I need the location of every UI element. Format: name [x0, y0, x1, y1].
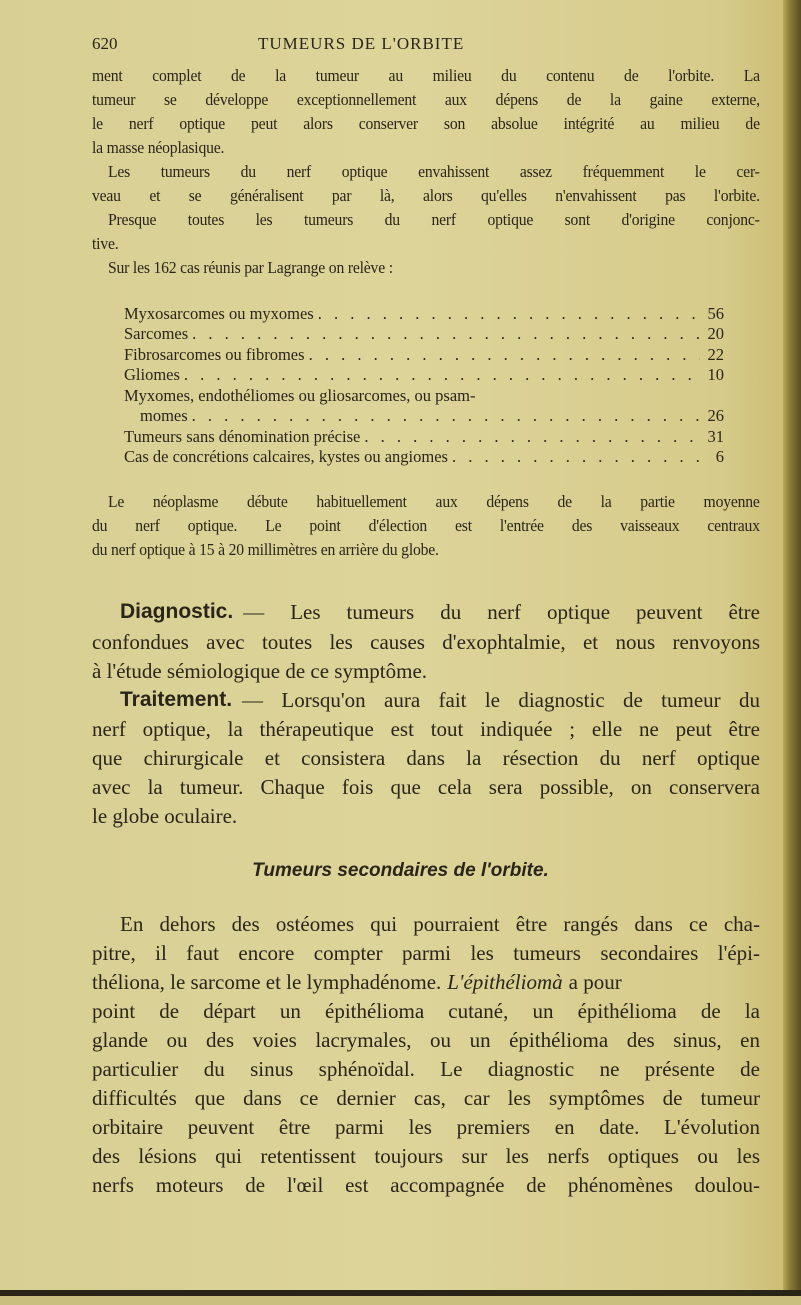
text-line: En dehors des ostéomes qui pourraient être rangés dans ce cha-: [120, 912, 760, 936]
diagnostic-heading: Diagnostic.: [120, 600, 234, 623]
table-row: [124, 365, 724, 385]
row-label: Fibrosarcomes ou fibromes: [124, 345, 305, 364]
table-row: [124, 345, 724, 365]
text-line: avec la tumeur. Chaque fois que cela sera possible, on conservera: [92, 775, 760, 799]
book-binding-edge: [783, 0, 801, 1305]
text-span: théliona, le sarcome et le lymphadénome.: [92, 970, 442, 994]
row-value: 31: [707, 427, 724, 446]
text-line: particulier du sinus sphénoïdal. Le diagnostic ne présente de: [92, 1057, 760, 1081]
traitement-line: [120, 688, 760, 713]
row-value: 26: [707, 406, 724, 425]
row-label: Myxomes, endothéliomes ou gliosarcomes, ou psam-: [124, 386, 476, 405]
table-row: [124, 427, 724, 447]
page-number: 620: [92, 34, 118, 53]
row-value: 22: [707, 345, 724, 364]
text-line: le nerf optique peut alors conserver son absolue intégrité au milieu de: [92, 114, 760, 133]
text-line: que chirurgicale et consistera dans la résection du nerf optique: [92, 746, 760, 770]
table-row: [124, 447, 724, 467]
text-line: glande ou des voies lacrymales, ou un épithélioma des sinus, en: [92, 1028, 760, 1052]
row-value: 10: [707, 365, 724, 384]
text-line: confondues avec toutes les causes d'exophtalmie, et nous renvoyons: [92, 630, 760, 654]
text-line: Presque toutes les tumeurs du nerf optique sont d'origine conjonc-: [108, 210, 760, 229]
row-label: Sarcomes: [124, 324, 189, 343]
text-line: veau et se généralisent par là, alors qu'elles n'envahissent pas l'orbite.: [92, 186, 760, 205]
text-line: à l'étude sémiologique de ce symptôme.: [92, 659, 428, 683]
text-line: Sur les 162 cas réunis par Lagrange on relève :: [108, 258, 393, 277]
table-row: [124, 386, 698, 406]
row-value: 6: [715, 447, 724, 466]
diagnostic-line: [120, 600, 760, 625]
text-line: tumeur se développe exceptionnellement aux dépens de la gaine externe,: [92, 90, 760, 109]
table-row: [124, 324, 724, 344]
text-line: nerf optique, la thérapeutique est tout indiquée ; elle ne peut être: [92, 717, 760, 741]
text-line: [92, 970, 760, 995]
italic-term: L'épithéliomà: [447, 970, 563, 994]
text-line: du nerf optique. Le point d'élection est l'entrée des vaisseaux centraux: [92, 516, 760, 535]
text-line: nerfs moteurs de l'œil est accompagnée de phénomènes doulou-: [92, 1173, 760, 1197]
text-line: tive.: [92, 234, 119, 253]
text-line: difficultés que dans ce dernier cas, car les symptômes de tumeur: [92, 1086, 760, 1110]
text-line: — Les tumeurs du nerf optique peuvent être: [243, 600, 760, 624]
row-label: Cas de concrétions calcaires, kystes ou angiomes: [124, 447, 448, 466]
text-line: Les tumeurs du nerf optique envahissent assez fréquemment le cer-: [108, 162, 760, 181]
text-line: la masse néoplasique.: [92, 138, 225, 157]
running-title: TUMEURS DE L'ORBITE: [258, 34, 465, 53]
text-line: ment complet de la tumeur au milieu du contenu de l'orbite. La: [92, 66, 760, 85]
text-line: — Lorsqu'on aura fait le diagnostic de tumeur du: [242, 688, 760, 712]
row-value: 20: [707, 324, 724, 343]
text-line: pitre, il faut encore compter parmi les tumeurs secondaires l'épi-: [92, 941, 760, 965]
text-line: du nerf optique à 15 à 20 millimètres en arrière du globe.: [92, 540, 439, 559]
text-line: point de départ un épithélioma cutané, un épithélioma de la: [92, 999, 760, 1023]
page-bottom-margin: [0, 1296, 801, 1305]
section-title: Tumeurs secondaires de l'orbite.: [252, 860, 549, 881]
row-label: momes: [140, 406, 188, 425]
row-label: Gliomes: [124, 365, 180, 384]
traitement-heading: Traitement.: [120, 688, 233, 711]
row-label: Myxosarcomes ou myxomes: [124, 304, 314, 323]
text-line: Le néoplasme débute habituellement aux dépens de la partie moyenne: [108, 492, 760, 511]
table-row: [140, 406, 724, 426]
table-row: [124, 304, 724, 324]
text-line: des lésions qui retentissent toujours sur les nerfs optiques ou les: [92, 1144, 760, 1168]
text-line: le globe oculaire.: [92, 804, 238, 828]
row-value: 56: [707, 304, 724, 323]
row-label: Tumeurs sans dénomination précise: [124, 427, 361, 446]
text-line: orbitaire peuvent être parmi les premiers en date. L'évolution: [92, 1115, 760, 1139]
text-span: a pour: [568, 970, 622, 994]
